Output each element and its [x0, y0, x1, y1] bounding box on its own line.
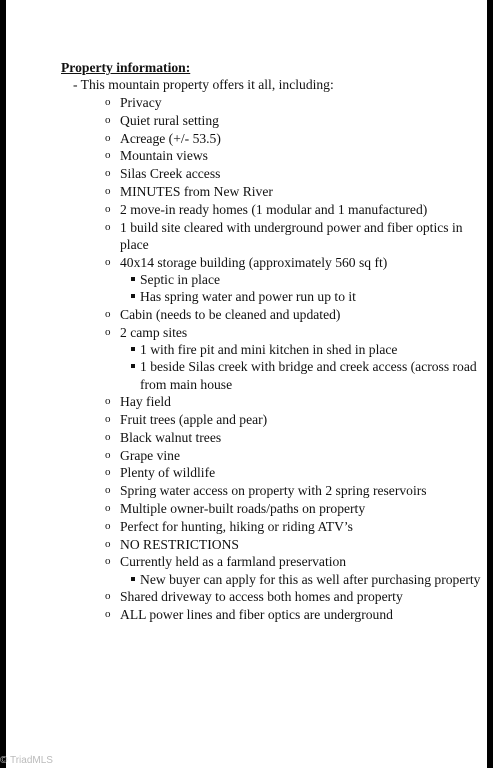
circle-bullet-icon: o — [105, 448, 111, 461]
circle-bullet-icon: o — [105, 96, 111, 108]
section-heading: Property information: — [61, 60, 191, 75]
sub-list-item-text: 1 beside Silas creek with bridge and creek access (across road from main house — [140, 359, 477, 392]
sub-list — [120, 571, 481, 588]
list-item — [61, 429, 481, 446]
circle-bullet-icon: o — [105, 555, 111, 568]
circle-bullet-icon: o — [105, 202, 111, 215]
list-item — [61, 324, 481, 393]
square-bullet-icon — [131, 364, 135, 368]
list-item-text: Black walnut trees — [120, 429, 222, 445]
intro-text: - This mountain property offers it all, including: — [73, 77, 334, 92]
circle-bullet-icon: o — [105, 395, 111, 408]
list-item — [61, 606, 481, 623]
feature-list — [61, 94, 481, 624]
square-bullet-icon — [131, 277, 135, 281]
list-item-text: 2 camp sites — [120, 324, 188, 340]
list-item — [61, 306, 481, 323]
sub-list-item — [120, 341, 481, 358]
list-item-text: NO RESTRICTIONS — [120, 536, 239, 552]
list-item-text: MINUTES from New River — [120, 183, 273, 199]
circle-bullet-icon: o — [105, 466, 111, 479]
sub-list — [120, 341, 481, 393]
circle-bullet-icon: o — [105, 167, 111, 180]
square-bullet-icon — [131, 577, 135, 581]
list-item — [61, 536, 481, 553]
list-item — [61, 553, 481, 588]
list-item-text: Shared driveway to access both homes and property — [120, 589, 403, 605]
circle-bullet-icon: o — [105, 184, 111, 197]
list-item-text: Perfect for hunting, hiking or riding ATV’s — [120, 518, 353, 534]
circle-bullet-icon: o — [105, 131, 111, 144]
circle-bullet-icon: o — [105, 484, 111, 497]
list-item-text: Privacy — [120, 95, 162, 110]
circle-bullet-icon: o — [105, 430, 111, 443]
list-item-text: Grape vine — [120, 447, 181, 463]
circle-bullet-icon: o — [105, 149, 111, 162]
list-item — [61, 447, 481, 464]
list-item — [61, 201, 481, 218]
list-item — [61, 183, 481, 200]
list-item-text: ALL power lines and fiber optics are underground — [120, 607, 393, 623]
circle-bullet-icon: o — [105, 255, 111, 268]
circle-bullet-icon: o — [105, 307, 111, 320]
square-bullet-icon — [131, 294, 135, 298]
list-item — [61, 254, 481, 306]
list-item-text: Multiple owner-built roads/paths on property — [120, 500, 366, 516]
list-item — [61, 411, 481, 428]
list-item-text: Acreage (+/- 53.5) — [120, 130, 221, 146]
list-item-text: 1 build site cleared with underground power and fiber optics in place — [120, 219, 463, 252]
list-item-text: Fruit trees (apple and pear) — [120, 411, 268, 427]
list-item-text: 40x14 storage building (approximately 560 sq ft) — [120, 254, 388, 270]
list-item — [61, 165, 481, 182]
document-page — [6, 0, 487, 768]
circle-bullet-icon: o — [105, 325, 111, 338]
sub-list-item — [120, 358, 481, 392]
list-item-text: Plenty of wildlife — [120, 465, 216, 481]
list-item-text: Spring water access on property with 2 spring reservoirs — [120, 483, 427, 499]
list-item — [61, 588, 481, 605]
list-item — [61, 219, 481, 254]
list-item-text: 2 move-in ready homes (1 modular and 1 manufactured) — [120, 201, 428, 217]
circle-bullet-icon: o — [105, 608, 111, 621]
circle-bullet-icon: o — [105, 590, 111, 603]
sub-list-item-text: Has spring water and power run up to it — [140, 289, 356, 305]
square-bullet-icon — [131, 347, 135, 351]
sub-list-item — [120, 571, 481, 588]
circle-bullet-icon: o — [105, 501, 111, 514]
sub-list-item-text: 1 with fire pit and mini kitchen in shed in place — [140, 342, 398, 358]
list-item — [61, 500, 481, 517]
list-item-text: Silas Creek access — [120, 166, 221, 182]
sub-list-item — [120, 271, 481, 288]
circle-bullet-icon: o — [105, 537, 111, 550]
list-item-text: Cabin (needs to be cleaned and updated) — [120, 306, 341, 322]
sub-list-item-text: Septic in place — [140, 272, 221, 288]
circle-bullet-icon: o — [105, 412, 111, 425]
circle-bullet-icon: o — [105, 113, 111, 126]
circle-bullet-icon: o — [105, 519, 111, 532]
list-item — [61, 94, 481, 111]
sub-list-item — [120, 288, 481, 305]
list-item — [61, 518, 481, 535]
list-item — [61, 147, 481, 164]
list-item — [61, 130, 481, 147]
list-item — [61, 393, 481, 410]
list-item-text: Mountain views — [120, 148, 208, 164]
list-item-text: Quiet rural setting — [120, 112, 219, 128]
list-item-text: Currently held as a farmland preservation — [120, 554, 347, 570]
document-content — [61, 59, 481, 624]
watermark: © TriadMLS — [0, 755, 53, 766]
circle-bullet-icon: o — [105, 220, 111, 233]
sub-list-item-text: New buyer can apply for this as well after purchasing property — [140, 571, 481, 587]
list-item — [61, 482, 481, 499]
list-item-text: Hay field — [120, 394, 171, 410]
sub-list — [120, 271, 481, 305]
list-item — [61, 464, 481, 481]
list-item — [61, 112, 481, 129]
